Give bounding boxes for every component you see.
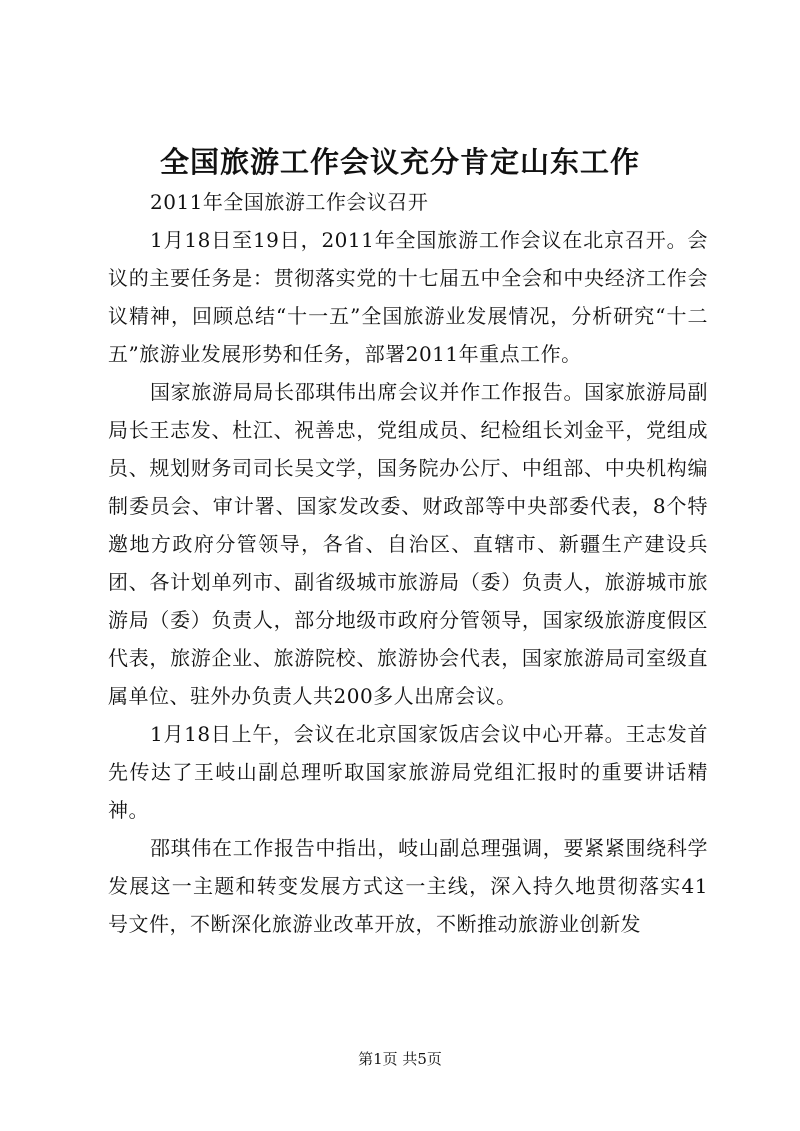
document-body xyxy=(108,183,708,943)
paragraph-report: 邵琪伟在工作报告中指出，岐山副总理强调，要紧紧围绕科学发展这一主题和转变发展方式这一主线，深入持久地贯彻落实41号文件，不断深化旅游业改革开放，不断推动旅游业创新发 xyxy=(108,836,708,936)
paragraph-opening: 1月18日上午，会议在北京国家饭店会议中心开幕。王志发首先传达了王岐山副总理听取国家旅游局党组汇报时的重要讲话精神。 xyxy=(108,722,708,822)
paragraph-attendees: 国家旅游局局长邵琪伟出席会议并作工作报告。国家旅游局副局长王志发、杜江、祝善忠，党组成员、纪检组长刘金平，党组成员、规划财务司司长吴文学，国务院办公厅、中组部、中央机构编制委员会、审计署、国家发改委、财政部等中央部委代表，8个特邀地方政府分管领导，各省、自治区、直辖市、新疆生产建设兵团、各计划单列市、副省级城市旅游局（委）负责人，旅游城市旅游局（委）负责人，部分地级市政府分管领导，国家级旅游度假区代表，旅游企业、旅游院校、旅游协会代表，国家旅游局司室级直属单位、驻外办负责人共200多人出席会议。 xyxy=(108,380,708,708)
paragraph-meeting-overview: 1月18日至19日，2011年全国旅游工作会议在北京召开。会议的主要任务是：贯彻落实党的十七届五中全会和中央经济工作会议精神，回顾总结“十一五”全国旅游业发展情况，分析研究“十二五”旅游业发展形势和任务，部署2011年重点工作。 xyxy=(108,228,708,366)
paragraph-subtitle: 2011年全国旅游工作会议召开 xyxy=(150,190,429,214)
page-title: 全国旅游工作会议充分肯定山东工作 xyxy=(159,145,640,179)
page-number-footer: 第1页 共5页 xyxy=(358,1050,442,1068)
